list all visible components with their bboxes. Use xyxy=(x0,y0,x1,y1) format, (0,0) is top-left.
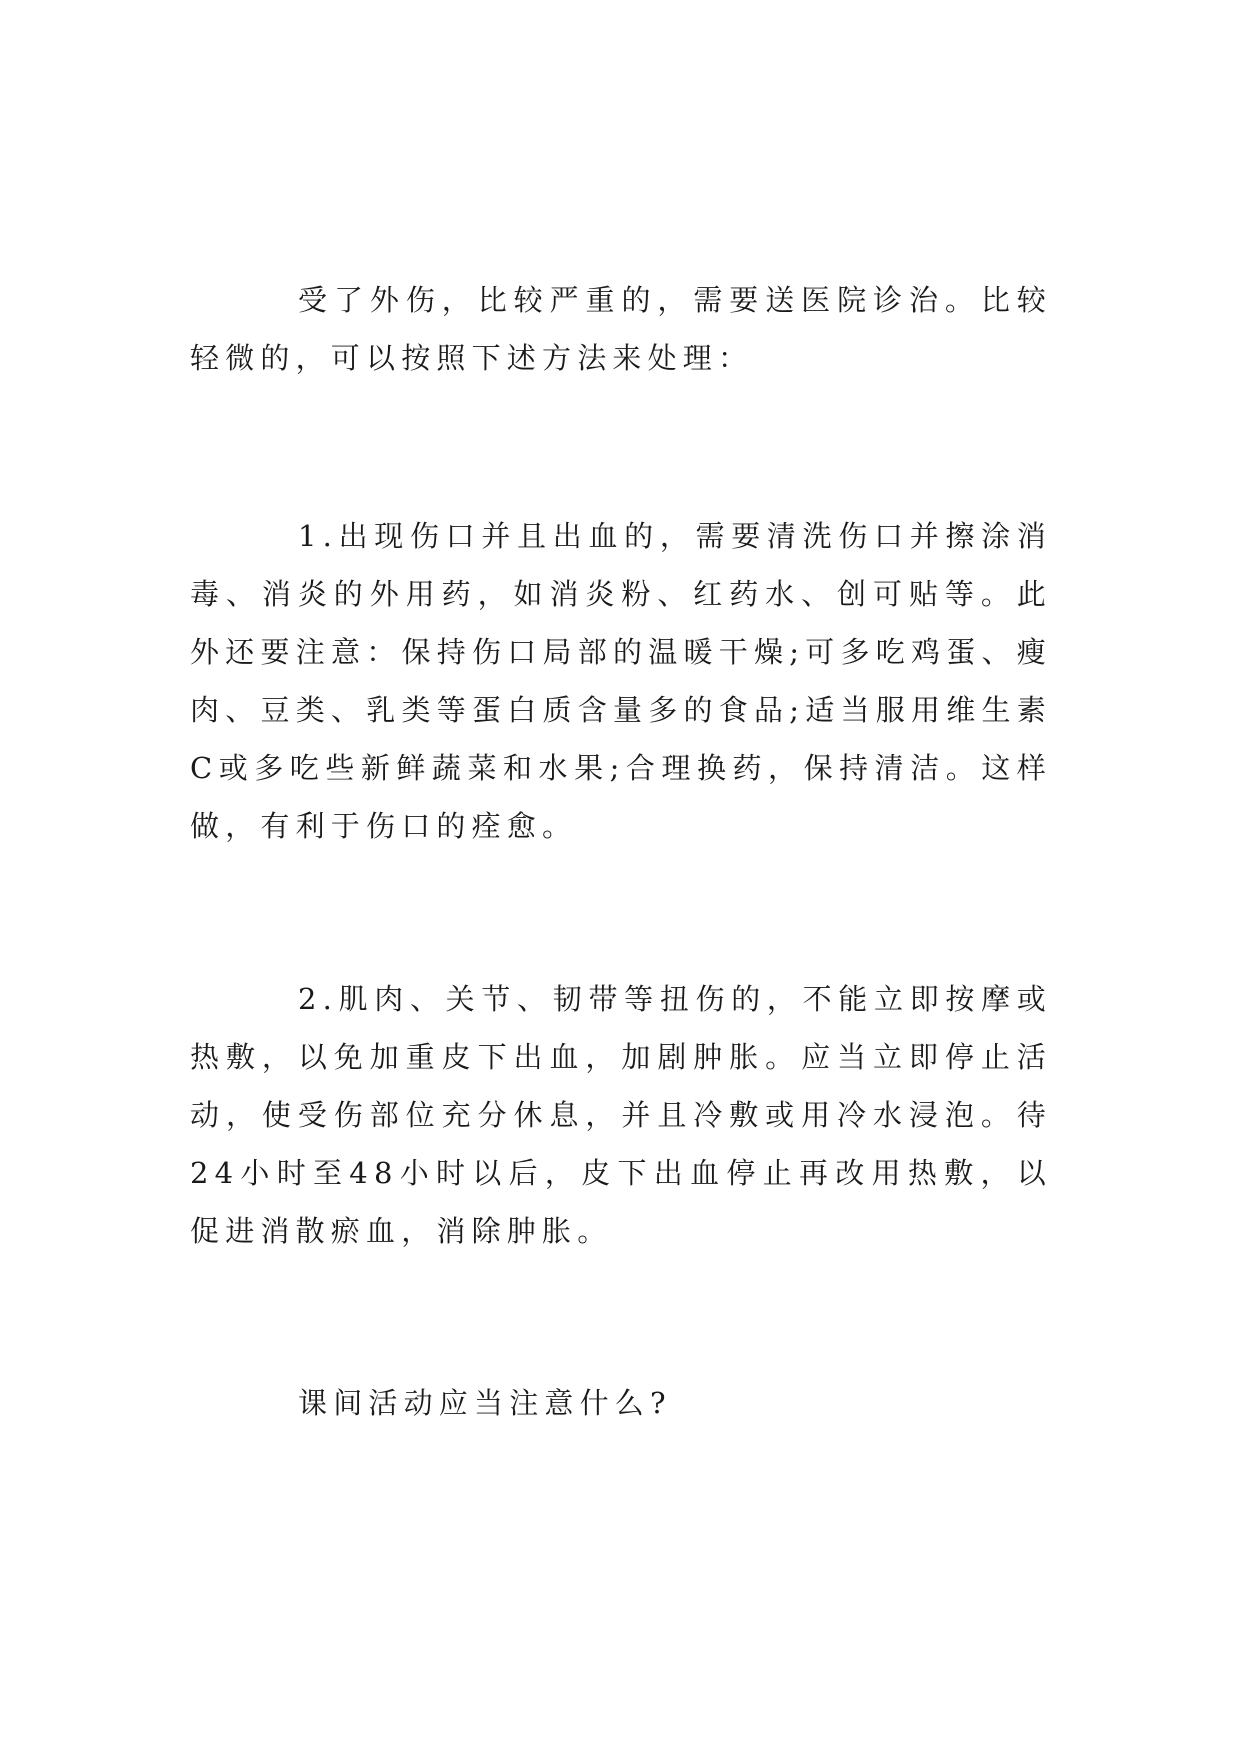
paragraph-injury-intro: 受了外伤，比较严重的，需要送医院诊治。比较轻微的，可以按照下述方法来处理： xyxy=(190,283,1052,375)
paragraph-sprain-care: 2.肌肉、关节、韧带等扭伤的，不能立即按摩或热敷，以免加重皮下出血，加剧肿胀。应当立即停止活动，使受伤部位充分休息，并且冷敷或用冷水浸泡。待24小时至48小时以后，皮下出血停止再改用热敷，以促进消散瘀血，消除肿胀。 xyxy=(190,982,1052,1248)
section-heading-recess-activities: 课间活动应当注意什么? xyxy=(298,1386,672,1420)
paragraph-wound-care: 1.出现伤口并且出血的，需要清洗伤口并擦涂消毒、消炎的外用药，如消炎粉、红药水、创可贴等。此外还要注意：保持伤口局部的温暖干燥;可多吃鸡蛋、瘦肉、豆类、乳类等蛋白质含量多的食品;适当服用维生素C或多吃些新鲜蔬菜和水果;合理换药，保持清洁。这样做，有利于伤口的痊愈。 xyxy=(190,519,1052,843)
